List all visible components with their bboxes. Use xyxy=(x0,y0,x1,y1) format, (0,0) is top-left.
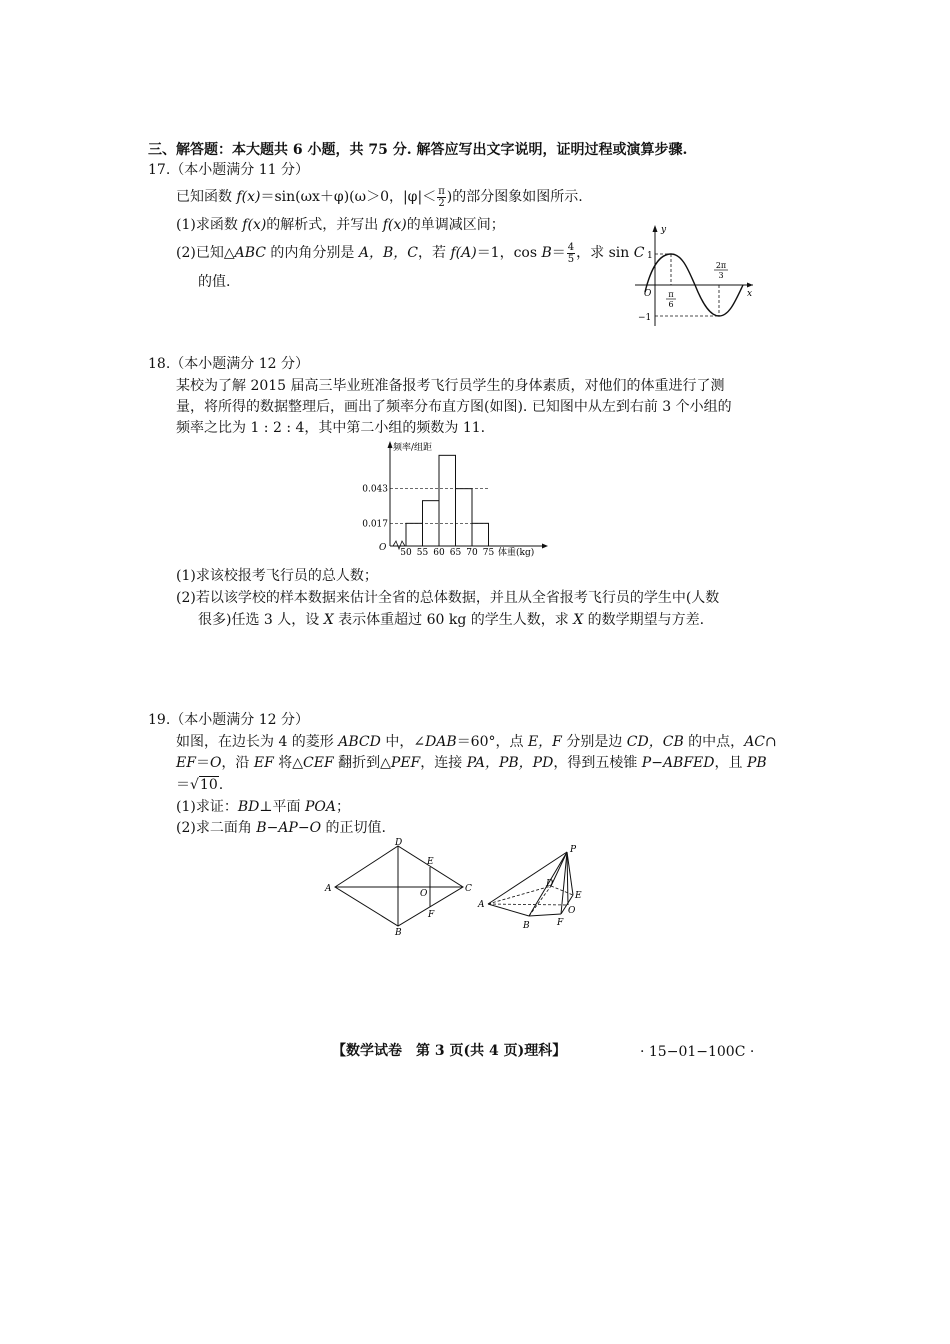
rhombus-label-b: B xyxy=(395,928,402,938)
q19-l1-d: 分别是边 xyxy=(561,734,627,750)
q17-part2-c: ，若 xyxy=(418,245,451,261)
pyr-label-e: E xyxy=(575,891,582,901)
hist-ylabel: 频率/组距 xyxy=(393,443,433,453)
rhombus-label-c: C xyxy=(465,884,472,894)
q19-l2-o: O xyxy=(209,755,222,771)
rhombus-label-d: D xyxy=(395,838,403,848)
q19-part2-e: 的正切值. xyxy=(321,820,386,836)
q17-x-label: x xyxy=(747,289,753,299)
q19-l1-ef: E，F xyxy=(527,734,562,750)
hist-ytick-0.043: 0.043 xyxy=(362,484,388,495)
q19-l2-e: ，连接 xyxy=(420,755,467,771)
q18-number: 18. xyxy=(148,356,171,372)
q19-part1-a: (1)求证： xyxy=(176,799,238,815)
q18-part2-line1: (2)若以该学校的样本数据来估计全省的总体数据，并且从全省报考飞行员的学生中(人数 xyxy=(176,590,720,606)
pyr-label-d: D xyxy=(546,879,554,889)
q17-part2-d: ＝1，cos xyxy=(476,245,542,261)
q19-l2-ef2: EF xyxy=(253,755,274,771)
q17-stem xyxy=(176,185,583,209)
q19-line1 xyxy=(176,732,777,752)
q18-part2-b: 表示体重超过 60 kg 的学生人数，求 xyxy=(333,612,574,628)
q19-line2 xyxy=(176,753,767,773)
q19-l2-b: ，沿 xyxy=(221,755,254,771)
q19-l2-cef: CEF xyxy=(303,755,334,771)
pyr-edge-ab xyxy=(488,904,529,916)
q19-l1-abcd: ABCD xyxy=(338,734,381,750)
hist-origin: O xyxy=(379,543,387,553)
q19-l2-abfed: ABFED xyxy=(662,755,715,771)
q17-part2-abc: ABC xyxy=(234,245,266,261)
hist-x-arrow xyxy=(542,544,548,549)
q17-stem-text-c: )的部分图象如图所示. xyxy=(446,189,583,205)
q17-four-fifths xyxy=(567,242,575,265)
q17-header xyxy=(148,160,309,180)
q17-part2-end: 的值. xyxy=(198,274,231,290)
q19-l2-p: P xyxy=(641,755,652,771)
q19-score: （本小题满分 12 分） xyxy=(170,712,309,728)
q18-line2: 量，将所得的数据整理后，画出了频率分布直方图(如图). 已知图中从左到右前 3 个小组的 xyxy=(176,399,732,415)
q17-2pi3-num: 2π xyxy=(715,261,727,270)
q19-l1-a: 如图，在边长为 4 的菱形 xyxy=(176,734,339,750)
q19-l1-b: 中，∠ xyxy=(380,734,426,750)
pyr-edge-bf xyxy=(529,914,561,916)
hist-bar-60 xyxy=(439,455,456,546)
pyr-label-p: P xyxy=(570,845,577,855)
pyr-label-b: B xyxy=(523,921,530,931)
rhombus-label-e: E xyxy=(427,857,434,867)
q19-l1-cdcb: CD，CB xyxy=(626,734,684,750)
section-heading: 三、解答题：本大题共 6 小题，共 75 分. 解答应写出文字说明，证明过程或演算步骤. xyxy=(148,142,688,158)
q19-l2-pa: PA，PB，PD xyxy=(466,755,554,771)
pyr-label-f: F xyxy=(557,918,564,928)
q17-part1-fx2: f(x) xyxy=(382,217,407,233)
q18-header xyxy=(148,354,309,374)
q19-part2-c: − xyxy=(266,820,279,836)
q19-l2-pb: PB xyxy=(746,755,767,771)
pyr-edge-bd xyxy=(529,886,551,916)
q17-y-arrow xyxy=(653,225,658,232)
hist-xtick-55: 55 xyxy=(416,548,429,558)
hist-bar-70 xyxy=(472,523,489,546)
q19-pyramid-figure xyxy=(474,842,594,934)
q19-part1 xyxy=(176,797,350,817)
q17-y-label: y xyxy=(661,225,667,235)
q19-l2-a: ＝ xyxy=(195,755,210,771)
q19-l2-pef: PEF xyxy=(390,755,421,771)
hist-xtick-60: 60 xyxy=(433,548,445,558)
q19-l3-a: ＝√ xyxy=(176,777,199,793)
q19-part1-b: ⊥平面 xyxy=(259,799,305,815)
footer-code: · 15−01−100C · xyxy=(640,1044,755,1060)
q17-part2 xyxy=(176,240,644,266)
rhombus-outline xyxy=(335,846,463,926)
q19-part1-bd: BD xyxy=(237,799,260,815)
q17-part1-c: 的单调减区间； xyxy=(406,217,505,233)
q17-minus-one-label: −1 xyxy=(638,313,652,323)
q19-l2-ef: EF xyxy=(176,755,196,771)
rhombus-label-a: A xyxy=(325,884,332,894)
q18-score: （本小题满分 12 分） xyxy=(170,356,309,372)
q17-stem-fx: f(x) xyxy=(236,189,261,205)
q19-part1-c: ； xyxy=(336,799,350,815)
q18-part2-X2: X xyxy=(573,612,584,628)
q17-part2-e: ＝ xyxy=(551,245,566,261)
q18-part1: (1)求该校报考飞行员的总人数； xyxy=(176,568,378,584)
q17-part1 xyxy=(176,215,505,235)
rhombus-label-f: F xyxy=(428,910,435,920)
q19-part2-d: − xyxy=(297,820,310,836)
q19-l1-e: 的中点， xyxy=(683,734,745,750)
q19-part2 xyxy=(176,818,386,838)
q17-part2-b: 的内角分别是 xyxy=(265,245,359,261)
hist-bar-65 xyxy=(456,489,473,546)
q17-part2-C: C xyxy=(633,245,645,261)
q17-x-arrow xyxy=(747,283,753,288)
q18-part2-c: 的数学期望与方差. xyxy=(583,612,705,628)
pyr-label-a: A xyxy=(478,900,485,910)
q18-histogram xyxy=(360,438,560,564)
q18-part2-line2 xyxy=(198,610,704,630)
pyr-label-o: O xyxy=(568,906,576,916)
q17-pi6-den: 6 xyxy=(668,300,674,309)
q17-number: 17. xyxy=(148,162,171,178)
q17-part2-angles: A，B，C xyxy=(358,245,419,261)
pyr-edge-de xyxy=(551,886,573,895)
footer-page-info: 【数学试卷 第 3 页(共 4 页)理科】 xyxy=(332,1043,567,1059)
q19-line3 xyxy=(176,775,223,795)
q17-part2-a: (2)已知△ xyxy=(176,245,235,261)
q19-l2-c: 将△ xyxy=(273,755,304,771)
q17-part1-fx1: f(x) xyxy=(242,217,267,233)
q19-part2-b: B xyxy=(256,820,267,836)
q19-l1-dab: DAB xyxy=(425,734,457,750)
q19-l2-f: ，得到五棱锥 xyxy=(553,755,642,771)
q19-part2-a: (2)求二面角 xyxy=(176,820,257,836)
q17-2pi3-den: 3 xyxy=(718,271,724,280)
q17-score: （本小题满分 11 分） xyxy=(170,162,309,178)
hist-xtick-50: 50 xyxy=(400,548,412,558)
hist-xlabel: 体重(kg) xyxy=(498,548,535,558)
q18-line3: 频率之比为 1 : 2 : 4，其中第二小组的频数为 11. xyxy=(176,420,486,436)
q17-one-label: 1 xyxy=(647,251,653,261)
q17-stem-text-a: 已知函数 xyxy=(176,189,237,205)
q18-line1: 某校为了解 2015 届高三毕业班准备报考飞行员学生的身体素质，对他们的体重进行了测 xyxy=(176,378,725,394)
q19-l3-b: . xyxy=(218,777,224,793)
q17-pi: π xyxy=(438,185,445,197)
q19-number: 19. xyxy=(148,712,171,728)
q17-part2-f: ，求 sin xyxy=(576,245,634,261)
q19-part2-ap: AP xyxy=(278,820,298,836)
q19-l2-g: − xyxy=(651,755,663,771)
q19-l3-ten: 10 xyxy=(199,777,218,793)
hist-y-arrow xyxy=(388,441,393,448)
q19-part2-o: O xyxy=(309,820,322,836)
q19-l2-d: 翻折到△ xyxy=(333,755,391,771)
q19-l1-ac: AC xyxy=(744,734,766,750)
q17-part1-a: (1)求函数 xyxy=(176,217,243,233)
q19-l1-f: ∩ xyxy=(765,734,777,750)
q17-five: 5 xyxy=(567,253,575,265)
q17-part1-b: 的解析式，并写出 xyxy=(266,217,383,233)
hist-xtick-65: 65 xyxy=(449,548,462,558)
hist-ytick-0.017: 0.017 xyxy=(362,519,388,530)
q17-part2-fa: f(A) xyxy=(450,245,477,261)
q17-sine-graph xyxy=(625,222,760,332)
q17-stem-text-b: ＝sin(ωx＋φ)(ω＞0，|φ|＜ xyxy=(260,189,437,205)
q17-two: 2 xyxy=(438,197,445,209)
q17-part2-B: B xyxy=(541,245,552,261)
q19-l2-h: ，且 xyxy=(714,755,747,771)
hist-bar-50 xyxy=(406,523,423,546)
q17-pi-over-2 xyxy=(437,186,446,209)
pyr-edge-ao xyxy=(488,904,568,905)
q19-l1-c: ＝60°，点 xyxy=(456,734,528,750)
q18-part2-a: 很多)任选 3 人，设 xyxy=(198,612,324,628)
q19-rhombus-figure xyxy=(322,838,482,936)
q19-part1-poa: POA xyxy=(304,799,336,815)
q17-four: 4 xyxy=(567,241,575,253)
q17-pi6-num: π xyxy=(668,290,674,299)
q19-header xyxy=(148,710,309,730)
q17-origin-label: O xyxy=(644,289,652,299)
q18-part2-X1: X xyxy=(323,612,334,628)
hist-xtick-75: 75 xyxy=(482,548,495,558)
hist-xtick-70: 70 xyxy=(466,548,478,558)
rhombus-label-o: O xyxy=(420,889,428,899)
